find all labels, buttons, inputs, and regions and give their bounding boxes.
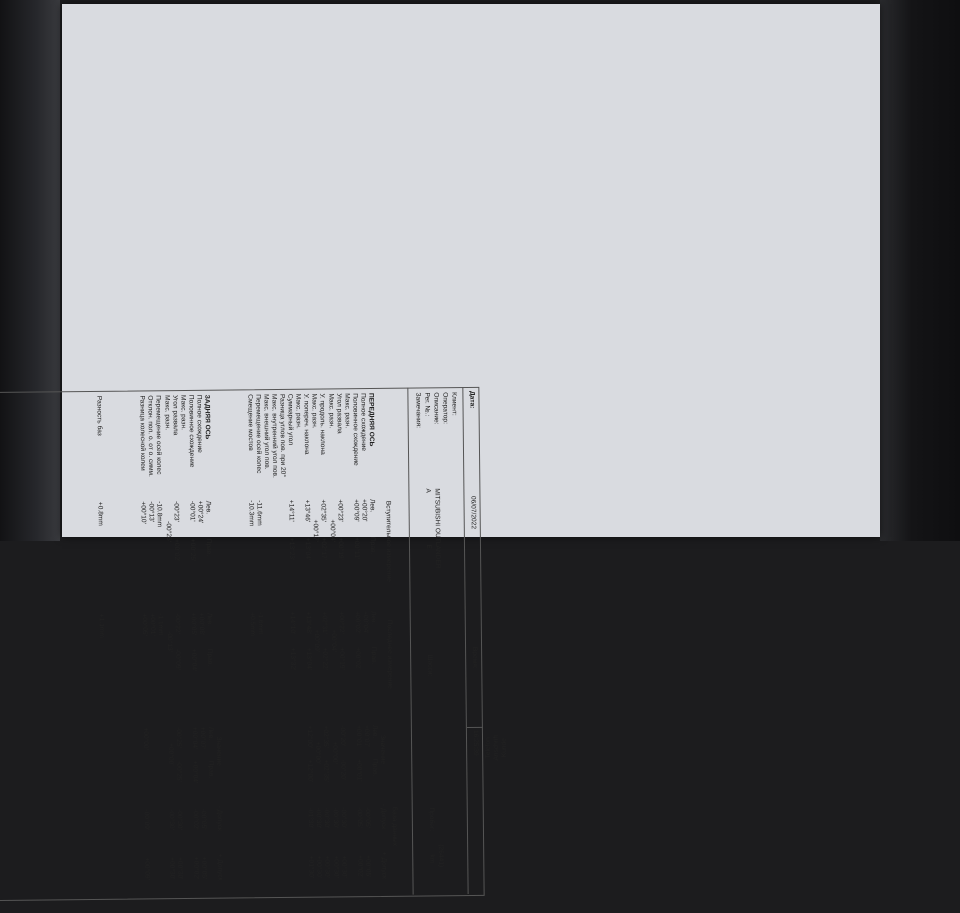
- table-cell-db-left: +00°04': [190, 726, 199, 750]
- table-cell-tol-plus: +00°02': [192, 856, 200, 880]
- table-cell-tol-minus: -00°30': [315, 807, 323, 829]
- front-db-value-header: Значение: [378, 734, 387, 765]
- table-cell-db-right: +00°00': [330, 741, 338, 764]
- mileage-unit: km: [428, 854, 436, 864]
- table-cell-tol-plus: +00°30': [167, 857, 176, 880]
- row-label: У. попереч. наклона: [302, 393, 311, 455]
- remarks-label: Замечания:: [414, 392, 422, 429]
- table-cell-final-right: +02°22': [321, 647, 329, 670]
- table-cell-initial-left: +00°24': [196, 500, 204, 524]
- table-cell-tol-minus: -01°30': [307, 807, 315, 829]
- table-cell-initial-left: -00°01': [188, 500, 196, 522]
- rear-db-value-header: Значение: [214, 736, 223, 766]
- table-cell-tol-minus: -00°30': [339, 807, 347, 829]
- row-label: Макс. разн.: [343, 393, 351, 429]
- table-cell-initial-right: +02°17': [320, 537, 328, 560]
- table-cell-final-left: +14°10': [288, 611, 297, 635]
- table-cell-db-right: -00°25': [174, 761, 183, 782]
- table-cell-db-right: +02°35': [322, 759, 330, 782]
- table-cell-db-left: -00°25': [174, 727, 182, 748]
- wheelbase-final-value: +1.1mm: [97, 613, 105, 638]
- table-cell-db-left: +00°01': [354, 725, 363, 748]
- table-cell-final-left: -1.6mm: [256, 612, 264, 635]
- row-label: Смещение мостов: [245, 394, 254, 451]
- table-cell-initial-right: +13°23': [288, 537, 296, 561]
- remark-a: A: [424, 488, 432, 493]
- table-cell-db-right: +00°00': [166, 743, 174, 766]
- table-cell-final-right: +00°19': [337, 647, 345, 670]
- row-label: Макс. разн.: [179, 394, 187, 430]
- table-cell-tol-plus: +01°30': [307, 855, 315, 879]
- front-initial-left-header: Лев.: [368, 498, 376, 513]
- table-cell-db-left: +00°00': [142, 727, 150, 750]
- table-cell-initial-left: +02°35': [319, 499, 328, 522]
- table-cell-initial-left: +00°23': [336, 499, 344, 522]
- client-label: Клиент:: [450, 392, 458, 416]
- table-cell-tol-minus: -00°30': [175, 809, 183, 830]
- front-final-right-header: Прав.: [370, 646, 378, 665]
- header-column-divider: [467, 727, 483, 728]
- table-cell-initial-left: +00°09': [352, 499, 360, 522]
- database-header: База данных: [390, 806, 399, 847]
- time-value: 16:25:39: [471, 729, 480, 756]
- table-cell-initial-left: -10.3mm: [247, 500, 255, 527]
- rear-db-left-header: Лев.: [206, 726, 215, 741]
- table-cell-tol-plus: +00°30': [323, 855, 331, 878]
- table-cell-final-right: +00°04': [329, 629, 337, 652]
- table-cell-tol-minus: -00°05': [355, 807, 363, 828]
- rear-final-right-header: Прав.: [206, 648, 214, 667]
- row-label: Отклон. пол. о. от о. симм.: [146, 395, 155, 477]
- row-label: Разница углов пов. при 20°: [278, 393, 287, 478]
- wheelbase-difference-label: Разность баз: [95, 395, 103, 436]
- chassis-label: Шасси:: [426, 654, 434, 677]
- row-label: Перемещение осей колес: [154, 395, 163, 475]
- table-cell-tol-plus: +00°30': [315, 855, 323, 879]
- table-cell-db-left: +00°07': [198, 726, 207, 750]
- row-label: Суммарный угол: [286, 393, 295, 446]
- table-cell-initial-left: +00°20': [360, 499, 368, 522]
- mileage-value: (26441): [437, 844, 445, 868]
- table-cell-final-right: -00°09': [173, 649, 181, 670]
- table-cell-initial-right: +00°11': [352, 537, 361, 560]
- table-cell-initial-left: +14°11': [287, 499, 295, 522]
- table-cell-final-left: +00°01': [149, 613, 157, 636]
- rear-initial-right-header: Прав.: [204, 538, 213, 557]
- table-cell-initial-left: +00°10': [139, 501, 148, 524]
- table-cell-final-right: +13°04': [305, 647, 313, 671]
- row-label: У. продоль. наклона: [318, 393, 327, 455]
- table-cell-final-right: +00°09': [313, 629, 321, 653]
- final-measurement-header: Последнее измерение: [385, 619, 394, 689]
- table-cell-tol-plus: +00°30': [331, 855, 340, 878]
- rear-db-right-header: Прав.: [207, 760, 215, 779]
- table-cell-tol-plus: +00°09': [143, 857, 151, 880]
- row-label: Половинное схождение: [187, 394, 196, 468]
- report-content: [0, 376, 509, 913]
- table-cell-tol-minus: -00°05': [199, 808, 207, 830]
- table-cell-final-right: +00°02': [353, 647, 362, 670]
- table-cell-tol-minus: -00°02': [191, 808, 199, 830]
- mileage-label: Пробег:: [427, 807, 435, 832]
- table-cell-db-right: -00°20': [338, 759, 347, 781]
- table-cell-tol-plus: +00°05': [200, 856, 208, 880]
- table-cell-final-left: +13°48': [304, 611, 313, 635]
- remark-e: E: [424, 544, 433, 549]
- table-cell-initial-right: -00°26': [164, 521, 172, 542]
- table-cell-tol-minus: -00°05': [363, 807, 371, 828]
- table-cell-db-left: +12°00': [306, 725, 314, 749]
- wheelbase-initial-value: +0.8mm: [96, 501, 104, 526]
- date-value: 06/07/2022: [469, 495, 477, 530]
- row-label: Перемещение осей колес: [254, 394, 262, 474]
- initial-measurement-header: Вступительное измерение: [384, 500, 393, 582]
- row-label: Полное схождение: [195, 394, 203, 453]
- front-final-left-header: Лев.: [369, 610, 377, 625]
- row-label: Угол развала: [171, 395, 179, 436]
- front-tol-plus-header: + Допуск: [380, 851, 388, 879]
- row-label: Макс. внешний угол пов.: [262, 394, 270, 470]
- table-cell-initial-right: +00°25': [188, 538, 197, 562]
- customer-kunde: Kunde: [500, 738, 509, 758]
- background-right: [880, 0, 960, 541]
- rear-tol-plus-header: + Допуск: [216, 853, 224, 881]
- table-cell-final-left: +00°05': [189, 612, 197, 636]
- vehicle-description: MITSUBISHI OUTLANDER: [433, 488, 442, 569]
- table-cell-final-left: +00°22': [337, 611, 345, 634]
- operator-label: Оператор:: [441, 392, 449, 424]
- rear-tol-minus-header: - Допуск: [215, 805, 223, 831]
- time-label: Время:: [471, 646, 479, 669]
- table-cell-db-right: +00°01': [355, 759, 363, 782]
- description-label: Описание:: [432, 392, 440, 425]
- table-cell-tol-plus: +00°30': [339, 855, 348, 878]
- table-cell-db-left: +02°35': [322, 725, 330, 748]
- table-cell-final-right: +13°32': [289, 647, 297, 671]
- front-db-right-header: Прав.: [371, 758, 379, 777]
- table-cell-initial-right: +00°04': [328, 519, 336, 542]
- table-cell-final-right: -00°13': [165, 631, 173, 652]
- front-tol-minus-header: - Допуск: [379, 803, 387, 830]
- row-label: Макс. разн.: [294, 393, 302, 429]
- table-cell-tol-plus: +00°02': [356, 855, 364, 878]
- table-cell-final-left: +00°05': [140, 613, 149, 636]
- table-cell-initial-left: -00°23': [172, 501, 180, 522]
- date-label: Дата:: [468, 390, 476, 409]
- row-label: Макс. разн.: [326, 393, 335, 429]
- customer-anschrift: Anschrift: [492, 734, 501, 761]
- table-cell-tol-plus: +00°30': [175, 857, 184, 880]
- table-cell-initial-right: +00°17': [312, 519, 320, 543]
- table-cell-db-right: +00°04': [191, 760, 199, 784]
- table-cell-tol-minus: -00°30': [323, 807, 331, 829]
- registration-label: Рег. №.:: [423, 392, 431, 417]
- table-cell-tol-minus: -00°30': [331, 807, 339, 829]
- table-cell-initial-right: +00°02': [172, 539, 180, 562]
- front-initial-right-header: Прав.: [368, 536, 377, 555]
- table-cell-final-left: +00°02': [353, 611, 361, 634]
- rear-initial-left-header: Лев.: [204, 500, 212, 515]
- table-cell-tol-plus: +00°05': [364, 855, 372, 878]
- table-cell-final-right: +00°04': [189, 648, 198, 672]
- table-cell-db-left: -00°20': [338, 725, 346, 747]
- row-label: Макс. разн.: [163, 395, 171, 431]
- table-cell-final-left: +00°04': [361, 611, 369, 634]
- front-db-left-header: Лев.: [370, 724, 378, 739]
- rear-axle-title: ЗАДНЯЯ ОСЬ: [203, 394, 211, 440]
- table-cell-initial-right: +00°19': [336, 537, 344, 560]
- customer-block: [484, 648, 510, 848]
- table-cell-db-right: +12°00': [306, 759, 314, 783]
- rear-final-left-header: Лев.: [205, 612, 213, 627]
- table-cell-initial-right: +13°04': [304, 537, 312, 561]
- table-cell-final-left: -00°22': [173, 613, 181, 634]
- front-axle-title: ПЕРЕДНЯЯ ОСЬ: [367, 392, 375, 447]
- table-cell-initial-left: -11.6mm: [255, 500, 263, 526]
- table-cell-final-left: +02°31': [321, 611, 329, 634]
- table-cell-db-right: +00°00': [314, 741, 322, 765]
- row-label: Макс. внутренний угол пов.: [270, 394, 279, 478]
- table-cell-initial-left: -10.8mm: [156, 501, 164, 528]
- table-cell-final-left: +00°08': [197, 612, 205, 636]
- table-cell-tol-minus: -00°09': [143, 809, 151, 831]
- row-label: Макс. разн.: [310, 393, 319, 429]
- table-cell-initial-left: -00°13': [147, 501, 156, 523]
- table-cell-db-left: +00°07': [362, 725, 371, 748]
- printed-report-sheet: [62, 4, 880, 881]
- table-cell-final-left: +0.5mm: [248, 612, 256, 637]
- customer-telefon: Telefon: [484, 737, 492, 759]
- table-cell-final-left: -1.1mm: [157, 613, 165, 636]
- row-label: Полное схождение: [359, 393, 367, 452]
- table-cell-tol-minus: -00°30': [167, 809, 175, 830]
- row-label: Разница колесной колеи: [138, 395, 147, 471]
- row-label: Угол развала: [335, 393, 343, 434]
- table-cell-initial-left: +13°46': [303, 499, 312, 523]
- row-label: Половинное схождение: [351, 393, 360, 466]
